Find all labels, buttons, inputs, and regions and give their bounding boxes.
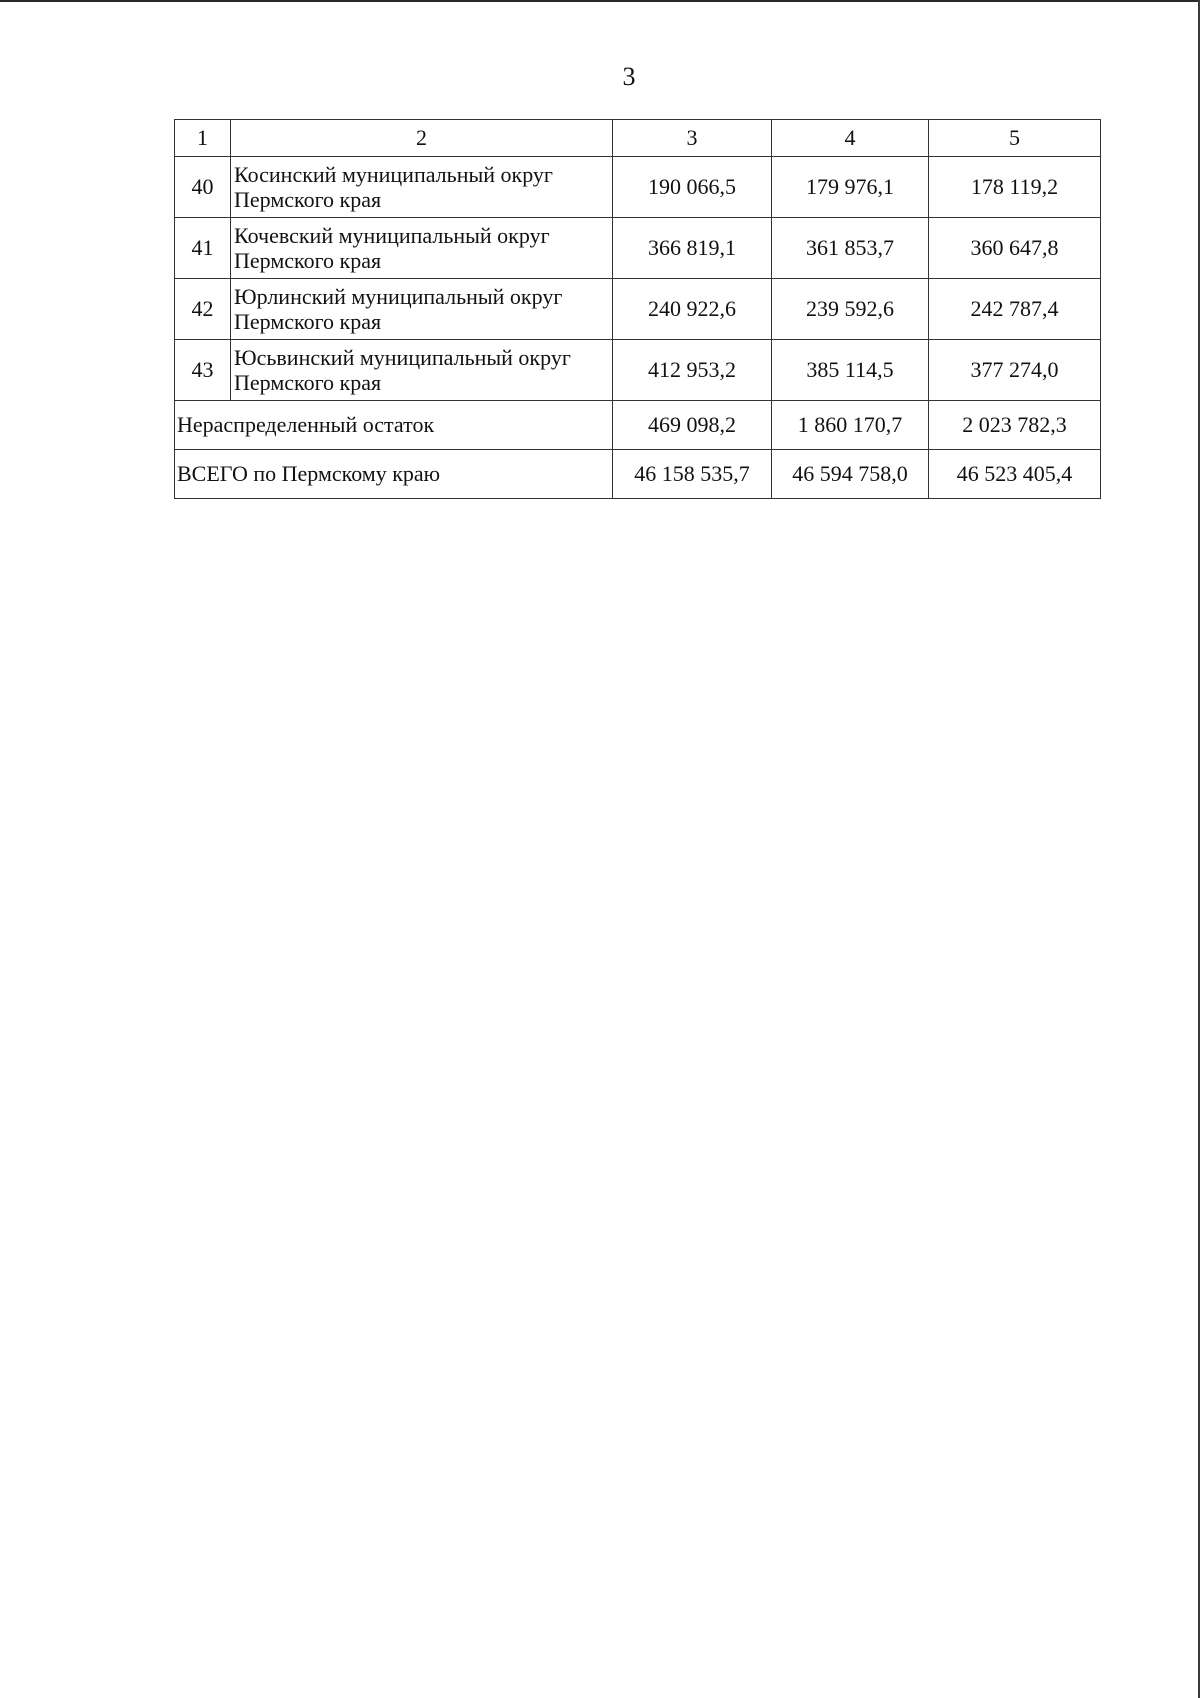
row-number: 41 bbox=[175, 218, 231, 279]
value-col5: 242 787,4 bbox=[929, 279, 1101, 340]
value-col3: 190 066,5 bbox=[613, 157, 772, 218]
value-col3: 469 098,2 bbox=[613, 401, 772, 450]
summary-label: Нераспределенный остаток bbox=[175, 401, 613, 450]
row-number: 40 bbox=[175, 157, 231, 218]
total-row bbox=[175, 450, 1101, 499]
municipality-name-line1: Косинский муниципальный округ bbox=[234, 162, 553, 187]
municipality-name-line1: Юрлинский муниципальный округ bbox=[234, 284, 563, 309]
row-number: 43 bbox=[175, 340, 231, 401]
header-cell-1: 1 bbox=[175, 120, 231, 157]
municipality-name bbox=[231, 279, 613, 340]
value-col3: 366 819,1 bbox=[613, 218, 772, 279]
page-number: 3 bbox=[622, 62, 636, 91]
municipality-name-line2: Пермского края bbox=[234, 187, 382, 212]
value-col5: 377 274,0 bbox=[929, 340, 1101, 401]
value-col4: 46 594 758,0 bbox=[772, 450, 929, 499]
value-col4: 361 853,7 bbox=[772, 218, 929, 279]
value-col4: 385 114,5 bbox=[772, 340, 929, 401]
municipality-name bbox=[231, 218, 613, 279]
unallocated-balance-row bbox=[175, 401, 1101, 450]
municipality-name-line1: Кочевский муниципальный округ bbox=[234, 223, 550, 248]
municipality-name-line1: Юсьвинский муниципальный округ bbox=[234, 345, 571, 370]
header-cell-3: 3 bbox=[613, 120, 772, 157]
value-col4: 1 860 170,7 bbox=[772, 401, 929, 450]
header-cell-2: 2 bbox=[231, 120, 613, 157]
summary-label: ВСЕГО по Пермскому краю bbox=[175, 450, 613, 499]
header-cell-5: 5 bbox=[929, 120, 1101, 157]
value-col5: 360 647,8 bbox=[929, 218, 1101, 279]
value-col5: 2 023 782,3 bbox=[929, 401, 1101, 450]
table-row bbox=[175, 340, 1101, 401]
value-col4: 239 592,6 bbox=[772, 279, 929, 340]
value-col4: 179 976,1 bbox=[772, 157, 929, 218]
budget-distribution-table bbox=[174, 119, 1101, 499]
header-cell-4: 4 bbox=[772, 120, 929, 157]
municipality-name-line2: Пермского края bbox=[234, 309, 382, 334]
municipality-name-line2: Пермского края bbox=[234, 370, 382, 395]
value-col5: 178 119,2 bbox=[929, 157, 1101, 218]
value-col3: 412 953,2 bbox=[613, 340, 772, 401]
municipality-name bbox=[231, 340, 613, 401]
municipality-name-line2: Пермского края bbox=[234, 248, 382, 273]
table-row bbox=[175, 157, 1101, 218]
value-col5: 46 523 405,4 bbox=[929, 450, 1101, 499]
row-number: 42 bbox=[175, 279, 231, 340]
municipality-name bbox=[231, 157, 613, 218]
value-col3: 240 922,6 bbox=[613, 279, 772, 340]
scan-edge-top bbox=[0, 0, 1200, 2]
table-row bbox=[175, 218, 1101, 279]
value-col3: 46 158 535,7 bbox=[613, 450, 772, 499]
table-header-row bbox=[175, 120, 1101, 157]
table-row bbox=[175, 279, 1101, 340]
